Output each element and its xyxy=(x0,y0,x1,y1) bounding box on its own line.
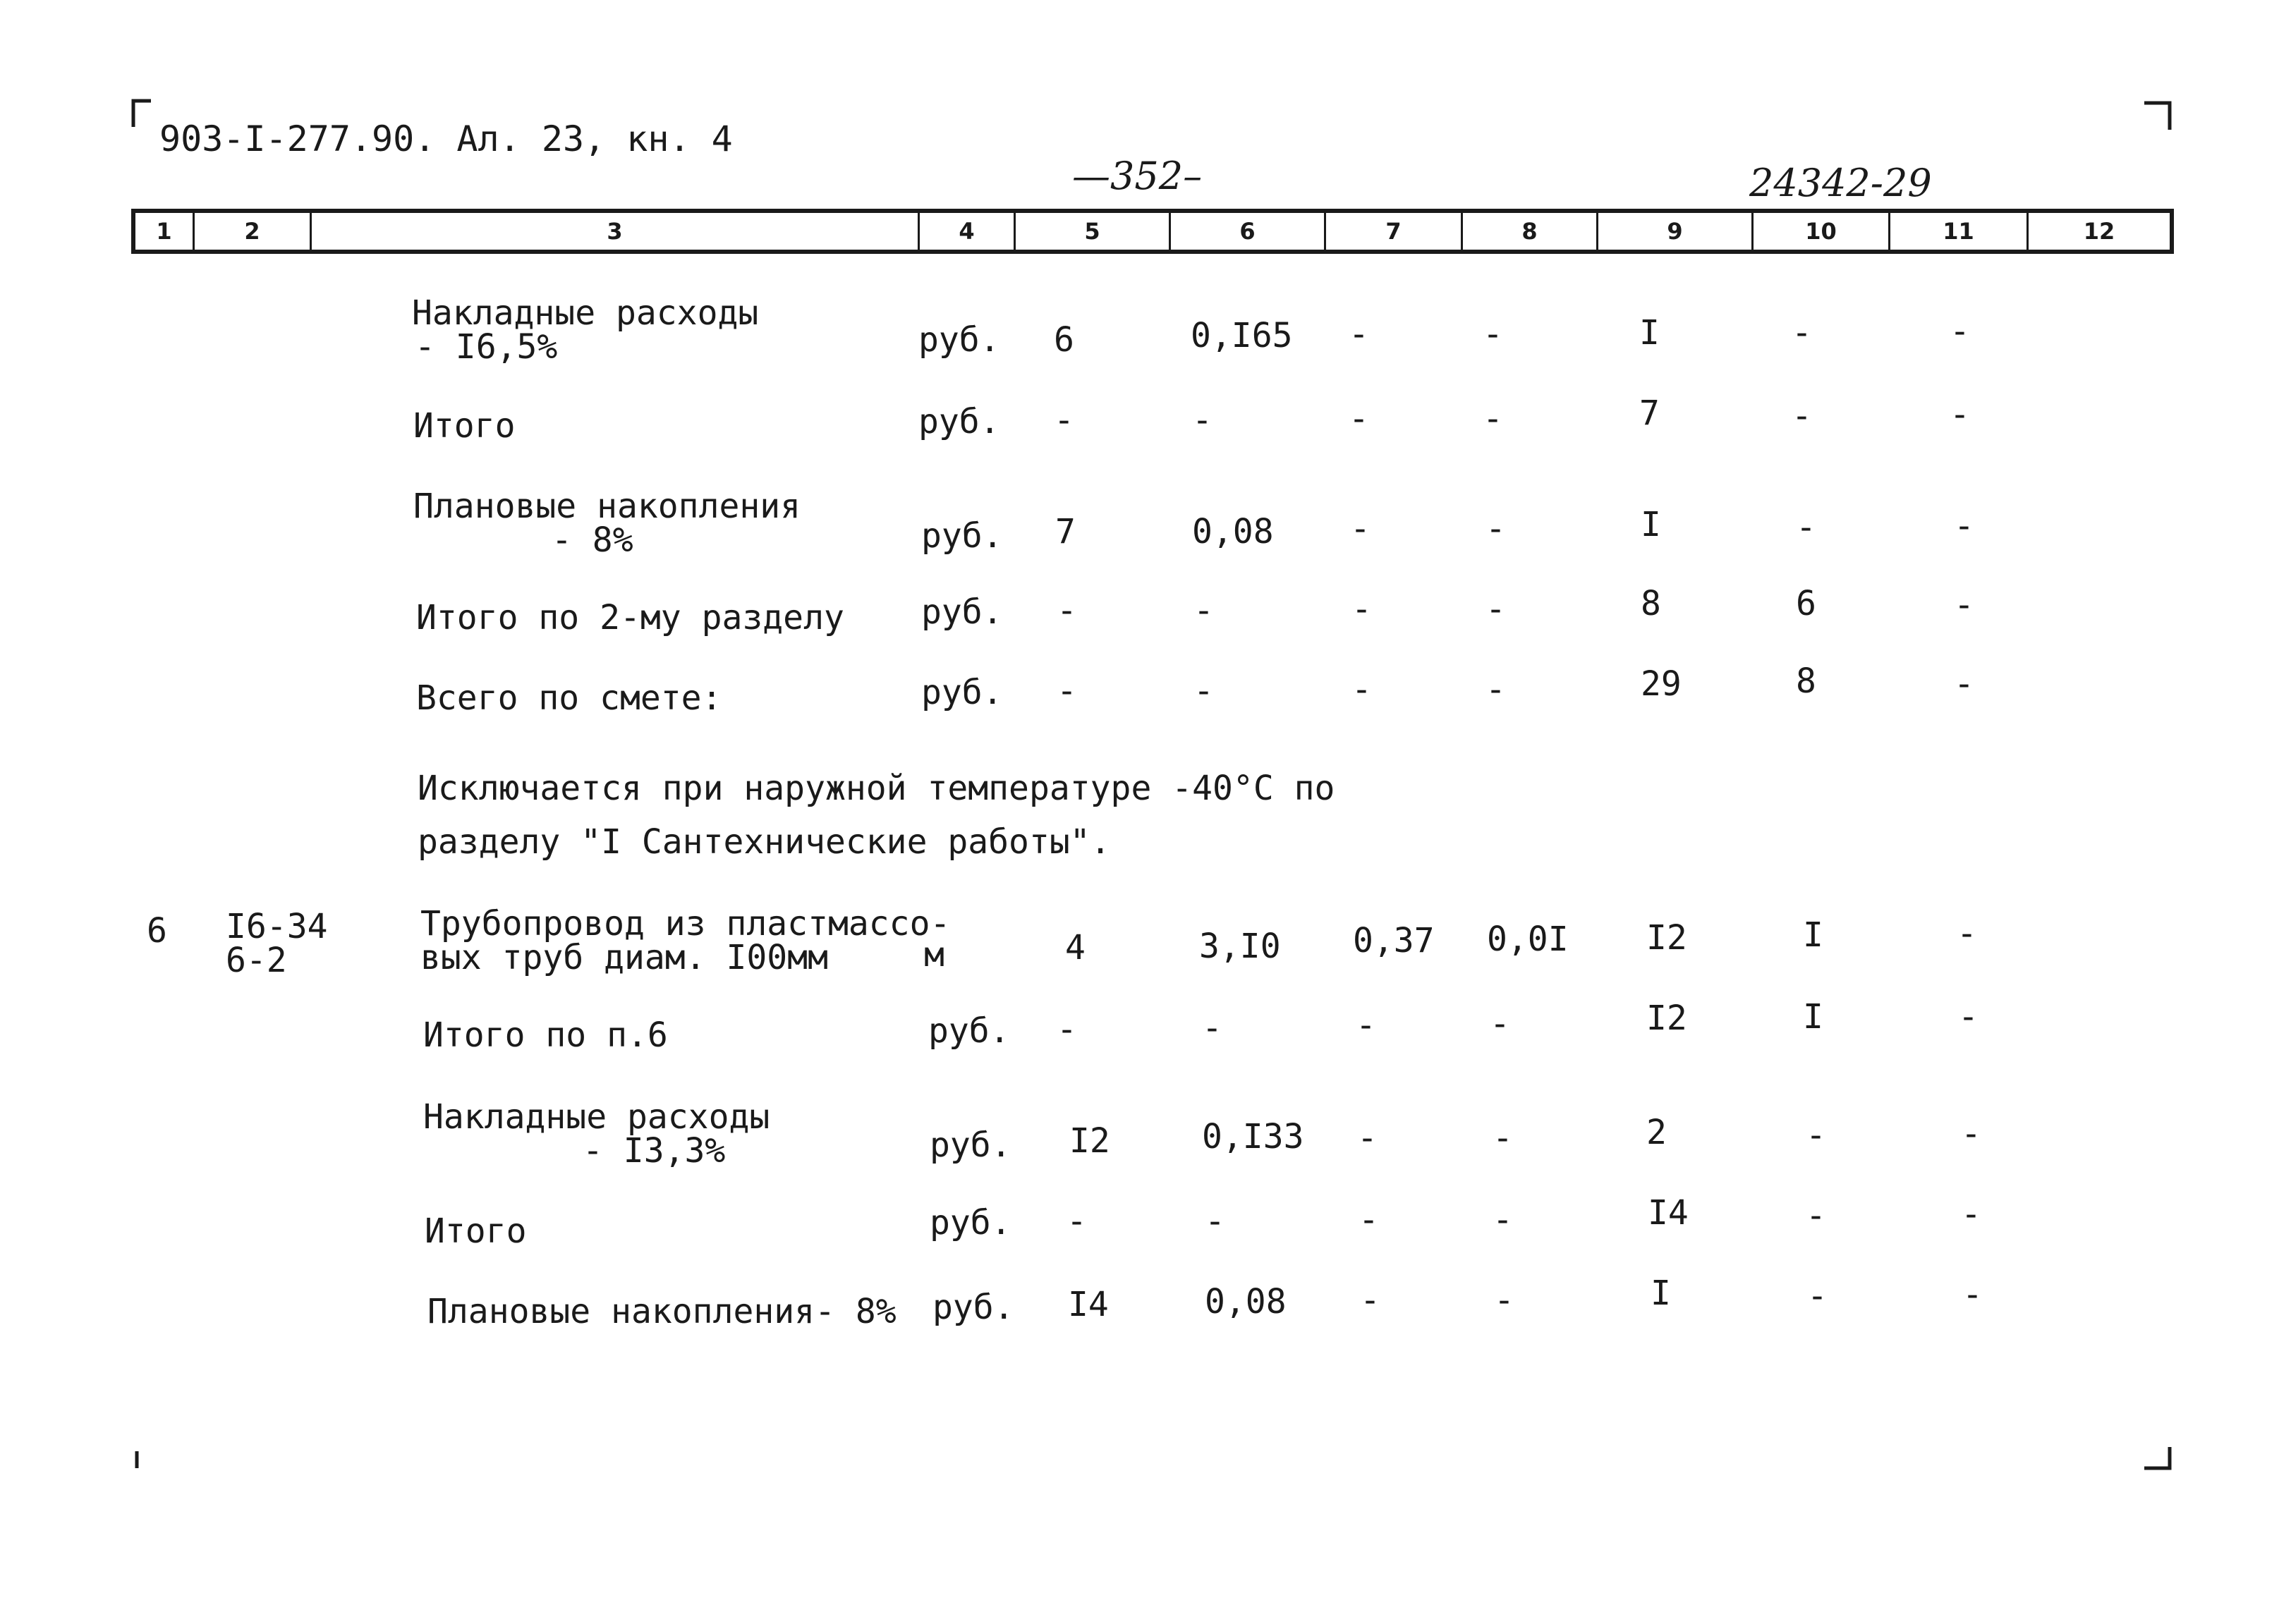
item-6-total-unit: руб. xyxy=(928,1011,1010,1051)
page-number-dash-right: – xyxy=(1183,154,1203,198)
item-6-description xyxy=(420,904,951,977)
header-col-7: 7 xyxy=(1326,213,1463,250)
row-2-col7: - xyxy=(1350,509,1371,549)
item-6-subtotal-col7: - xyxy=(1359,1200,1379,1240)
sheet-number: 24342-29 xyxy=(1749,161,1932,205)
item-6-code xyxy=(226,907,328,980)
header-col-9: 9 xyxy=(1598,213,1754,250)
item-6-total-col9: I2 xyxy=(1646,999,1687,1038)
item-6-planned-savings-unit: руб. xyxy=(932,1288,1014,1327)
item-6-planned-savings-col6: 0,08 xyxy=(1205,1282,1287,1321)
row-3-col7: - xyxy=(1351,590,1372,629)
header-col-12: 12 xyxy=(2083,218,2115,245)
row-0-col10: - xyxy=(1792,313,1812,353)
row-4-col10: 8 xyxy=(1796,661,1816,701)
item-6-planned-savings-description: Плановые накопления- 8% xyxy=(427,1292,897,1331)
item-6-col11: - xyxy=(1957,914,1977,953)
row-1-col7: - xyxy=(1349,399,1369,439)
row-1-col6: - xyxy=(1192,401,1213,440)
row-1-col11: - xyxy=(1950,395,1970,434)
note-line-2: разделу "I Сантехнические работы". xyxy=(418,822,1111,862)
header-col-11: 11 xyxy=(1890,213,2029,250)
row-0-col7: - xyxy=(1349,315,1369,354)
row-4-col11: - xyxy=(1954,664,1974,704)
item-6-planned-savings-col10: - xyxy=(1807,1276,1828,1316)
row-1-description: Итого xyxy=(413,406,516,446)
item-6-overhead-col7: - xyxy=(1357,1118,1378,1158)
item-6-subtotal-description: Итого xyxy=(425,1211,527,1251)
item-6-overhead-col8: - xyxy=(1493,1118,1513,1158)
item-6-total-col5: - xyxy=(1057,1010,1077,1049)
item-6-col7: 0,37 xyxy=(1353,921,1435,960)
item-6-subtotal-col11: - xyxy=(1961,1195,1981,1234)
row-2-col9: I xyxy=(1641,505,1661,544)
row-2-desc-line1: Плановые накопления xyxy=(413,487,801,526)
item-6-total-col8: - xyxy=(1490,1004,1510,1044)
row-2-unit: руб. xyxy=(921,516,1003,556)
row-3-col9: 8 xyxy=(1641,584,1661,623)
row-2-description xyxy=(413,487,801,560)
item-6-total-col7: - xyxy=(1356,1006,1376,1045)
item-6-subtotal-col8: - xyxy=(1493,1200,1513,1240)
row-0-col11: - xyxy=(1950,312,1970,351)
row-4-col8: - xyxy=(1485,670,1506,709)
item-6-total-col10: I xyxy=(1803,997,1823,1037)
item-6-planned-savings-col5: I4 xyxy=(1068,1285,1109,1324)
row-4-col7: - xyxy=(1351,670,1372,709)
item-6-col5: 4 xyxy=(1065,928,1086,967)
row-4-col5: - xyxy=(1057,671,1077,711)
row-3-col10: 6 xyxy=(1796,584,1816,623)
item-6-col10: I xyxy=(1803,915,1823,955)
item-6-planned-savings-col9: I xyxy=(1651,1274,1671,1313)
row-4-col6: - xyxy=(1193,671,1214,711)
row-3-col11: - xyxy=(1954,585,1974,625)
corner-mark-top-left xyxy=(131,99,152,127)
item-6-overhead-col11: - xyxy=(1961,1114,1981,1154)
item-6-overhead-line2: - I3,3% xyxy=(583,1131,726,1171)
corner-mark-bottom-left xyxy=(134,1451,141,1470)
row-3-col6: - xyxy=(1193,591,1214,630)
row-4-description: Всего по смете: xyxy=(416,678,722,718)
corner-mark-bottom-right xyxy=(2144,1447,2172,1471)
row-0-desc-line1: Накладные расходы xyxy=(412,293,759,333)
item-6-subtotal-col5: - xyxy=(1066,1202,1087,1241)
item-6-overhead-col6: 0,I33 xyxy=(1202,1117,1304,1156)
row-2-col5: 7 xyxy=(1055,512,1076,551)
row-0-unit: руб. xyxy=(918,320,1000,360)
row-4-col9: 29 xyxy=(1641,664,1682,704)
item-6-planned-savings-col11: - xyxy=(1962,1275,1983,1314)
row-2-desc-line2: - 8% xyxy=(552,520,633,560)
item-6-code-line1: I6-34 xyxy=(226,907,328,946)
row-1-col10: - xyxy=(1792,396,1812,436)
item-6-col8: 0,0I xyxy=(1487,920,1569,959)
item-6-total-col6: - xyxy=(1202,1008,1222,1048)
row-2-col8: - xyxy=(1485,509,1506,549)
header-col-2: 2 xyxy=(195,213,312,250)
row-0-col9: I xyxy=(1639,313,1660,353)
page-number-value: 352 xyxy=(1110,154,1184,198)
row-3-col5: - xyxy=(1057,591,1077,630)
row-4-unit: руб. xyxy=(921,673,1003,712)
row-1-unit: руб. xyxy=(918,402,1000,441)
row-2-col10: - xyxy=(1796,508,1816,547)
header-col-8: 8 xyxy=(1463,213,1598,250)
item-6-planned-savings-col8: - xyxy=(1494,1281,1514,1320)
row-0-description xyxy=(412,293,759,367)
row-1-col9: 7 xyxy=(1639,393,1660,433)
item-6-overhead-col9: 2 xyxy=(1646,1113,1667,1152)
row-1-col5: - xyxy=(1054,401,1074,440)
item-6-subtotal-col9: I4 xyxy=(1648,1193,1689,1233)
column-number-header xyxy=(131,209,2174,254)
item-6-planned-savings-col7: - xyxy=(1360,1281,1380,1320)
item-6-desc-line1: Трубопровод из пластмассо- xyxy=(420,904,951,944)
item-6-subtotal-col6: - xyxy=(1205,1202,1225,1241)
page-number-dash-left: — xyxy=(1072,154,1110,198)
row-2-col6: 0,08 xyxy=(1192,512,1274,551)
header-col-10: 10 xyxy=(1754,213,1890,250)
header-col-5: 5 xyxy=(1016,213,1171,250)
item-6-subtotal-unit: руб. xyxy=(930,1203,1011,1243)
row-3-col8: - xyxy=(1485,590,1506,629)
row-1-col8: - xyxy=(1483,399,1503,439)
item-6-total-col11: - xyxy=(1958,997,1979,1037)
corner-mark-top-right xyxy=(2144,100,2172,130)
header-col-1: 1 xyxy=(135,213,195,250)
row-0-col8: - xyxy=(1483,315,1503,354)
row-3-unit: руб. xyxy=(921,592,1003,632)
item-6-overhead-line1: Накладные расходы xyxy=(423,1097,770,1137)
note-line-1: Исключается при наружной температуре -40°С по xyxy=(418,769,1335,808)
item-6-overhead-unit: руб. xyxy=(930,1125,1011,1165)
header-col-6: 6 xyxy=(1171,213,1326,250)
item-6-number: 6 xyxy=(147,911,167,951)
row-3-description: Итого по 2-му разделу xyxy=(416,598,844,637)
item-6-desc-line2: вых труб диам. I00мм xyxy=(420,938,828,977)
item-6-code-line2: 6-2 xyxy=(226,941,287,980)
row-0-col5: 6 xyxy=(1054,320,1074,360)
document-code: 903-I-277.90. Ал. 23, кн. 4 xyxy=(159,118,733,159)
row-0-desc-line2: - I6,5% xyxy=(415,327,558,367)
item-6-subtotal-col10: - xyxy=(1806,1196,1826,1235)
header-col-4: 4 xyxy=(920,213,1016,250)
item-6-overhead-col5: I2 xyxy=(1069,1121,1110,1161)
item-6-overhead-col10: - xyxy=(1806,1116,1826,1155)
item-6-col9: I2 xyxy=(1646,918,1687,958)
row-0-col6: 0,I65 xyxy=(1191,316,1293,355)
item-6-overhead-description xyxy=(423,1097,770,1171)
header-col-3: 3 xyxy=(312,213,920,250)
item-6-col6: 3,I0 xyxy=(1199,927,1281,966)
page-number xyxy=(1072,154,1202,198)
item-6-total-description: Итого по п.6 xyxy=(423,1015,668,1055)
row-2-col11: - xyxy=(1954,506,1974,546)
item-6-unit: м xyxy=(924,935,944,975)
